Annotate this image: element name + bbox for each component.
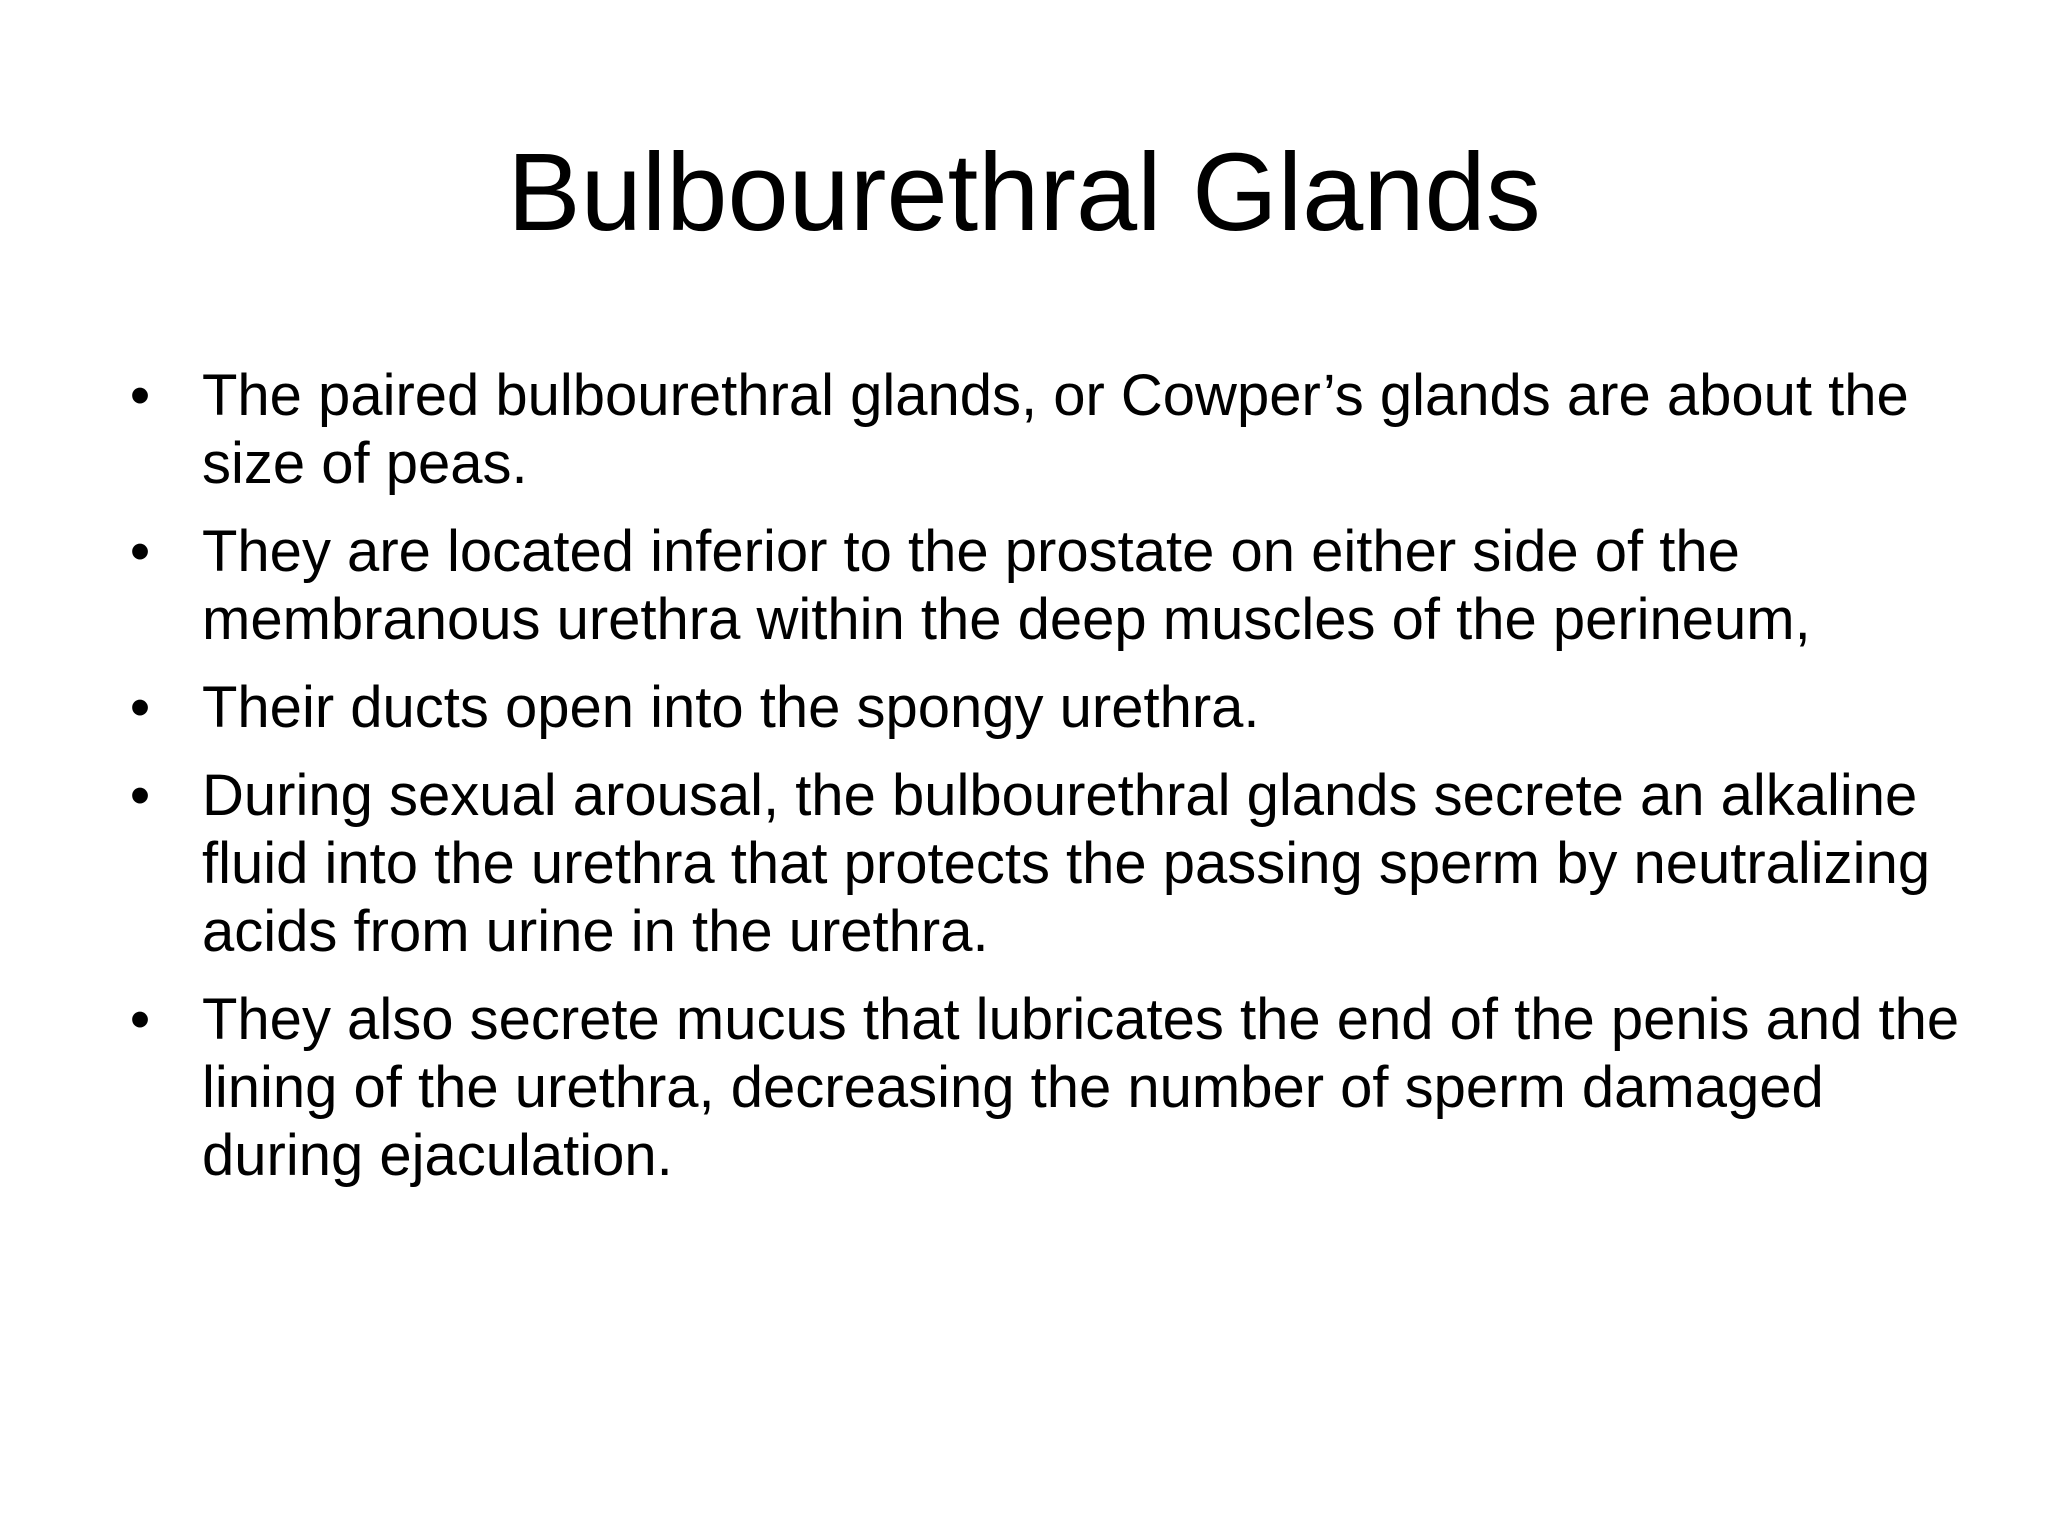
bullet-icon: • (129, 363, 151, 428)
list-item (120, 762, 1960, 966)
bullet-icon: • (129, 519, 151, 584)
bullet-text: They also secrete mucus that lubricates the end of the penis and the lining of the urethra, decreasing the number of sperm damaged during ejaculation. (202, 987, 1960, 1188)
bullet-list (120, 362, 1960, 1210)
list-item (120, 986, 1960, 1190)
bullet-icon: • (129, 987, 151, 1052)
bullet-text: During sexual arousal, the bulbourethral glands secrete an alkaline fluid into the urethra that protects the passing sperm by neutralizing acids from urine in the urethra. (202, 763, 1931, 964)
list-item (120, 362, 1960, 498)
list-item (120, 674, 1960, 742)
list-item (120, 518, 1960, 654)
bullet-text: The paired bulbourethral glands, or Cowper’s glands are about the size of peas. (202, 363, 1909, 496)
bullet-icon: • (129, 763, 151, 828)
bullet-icon: • (129, 675, 151, 740)
slide-title: Bulbourethral Glands (507, 131, 1541, 254)
bullet-text: Their ducts open into the spongy urethra. (202, 675, 1260, 740)
bullet-text: They are located inferior to the prostate on either side of the membranous urethra within the deep muscles of the perineum, (202, 519, 1811, 652)
